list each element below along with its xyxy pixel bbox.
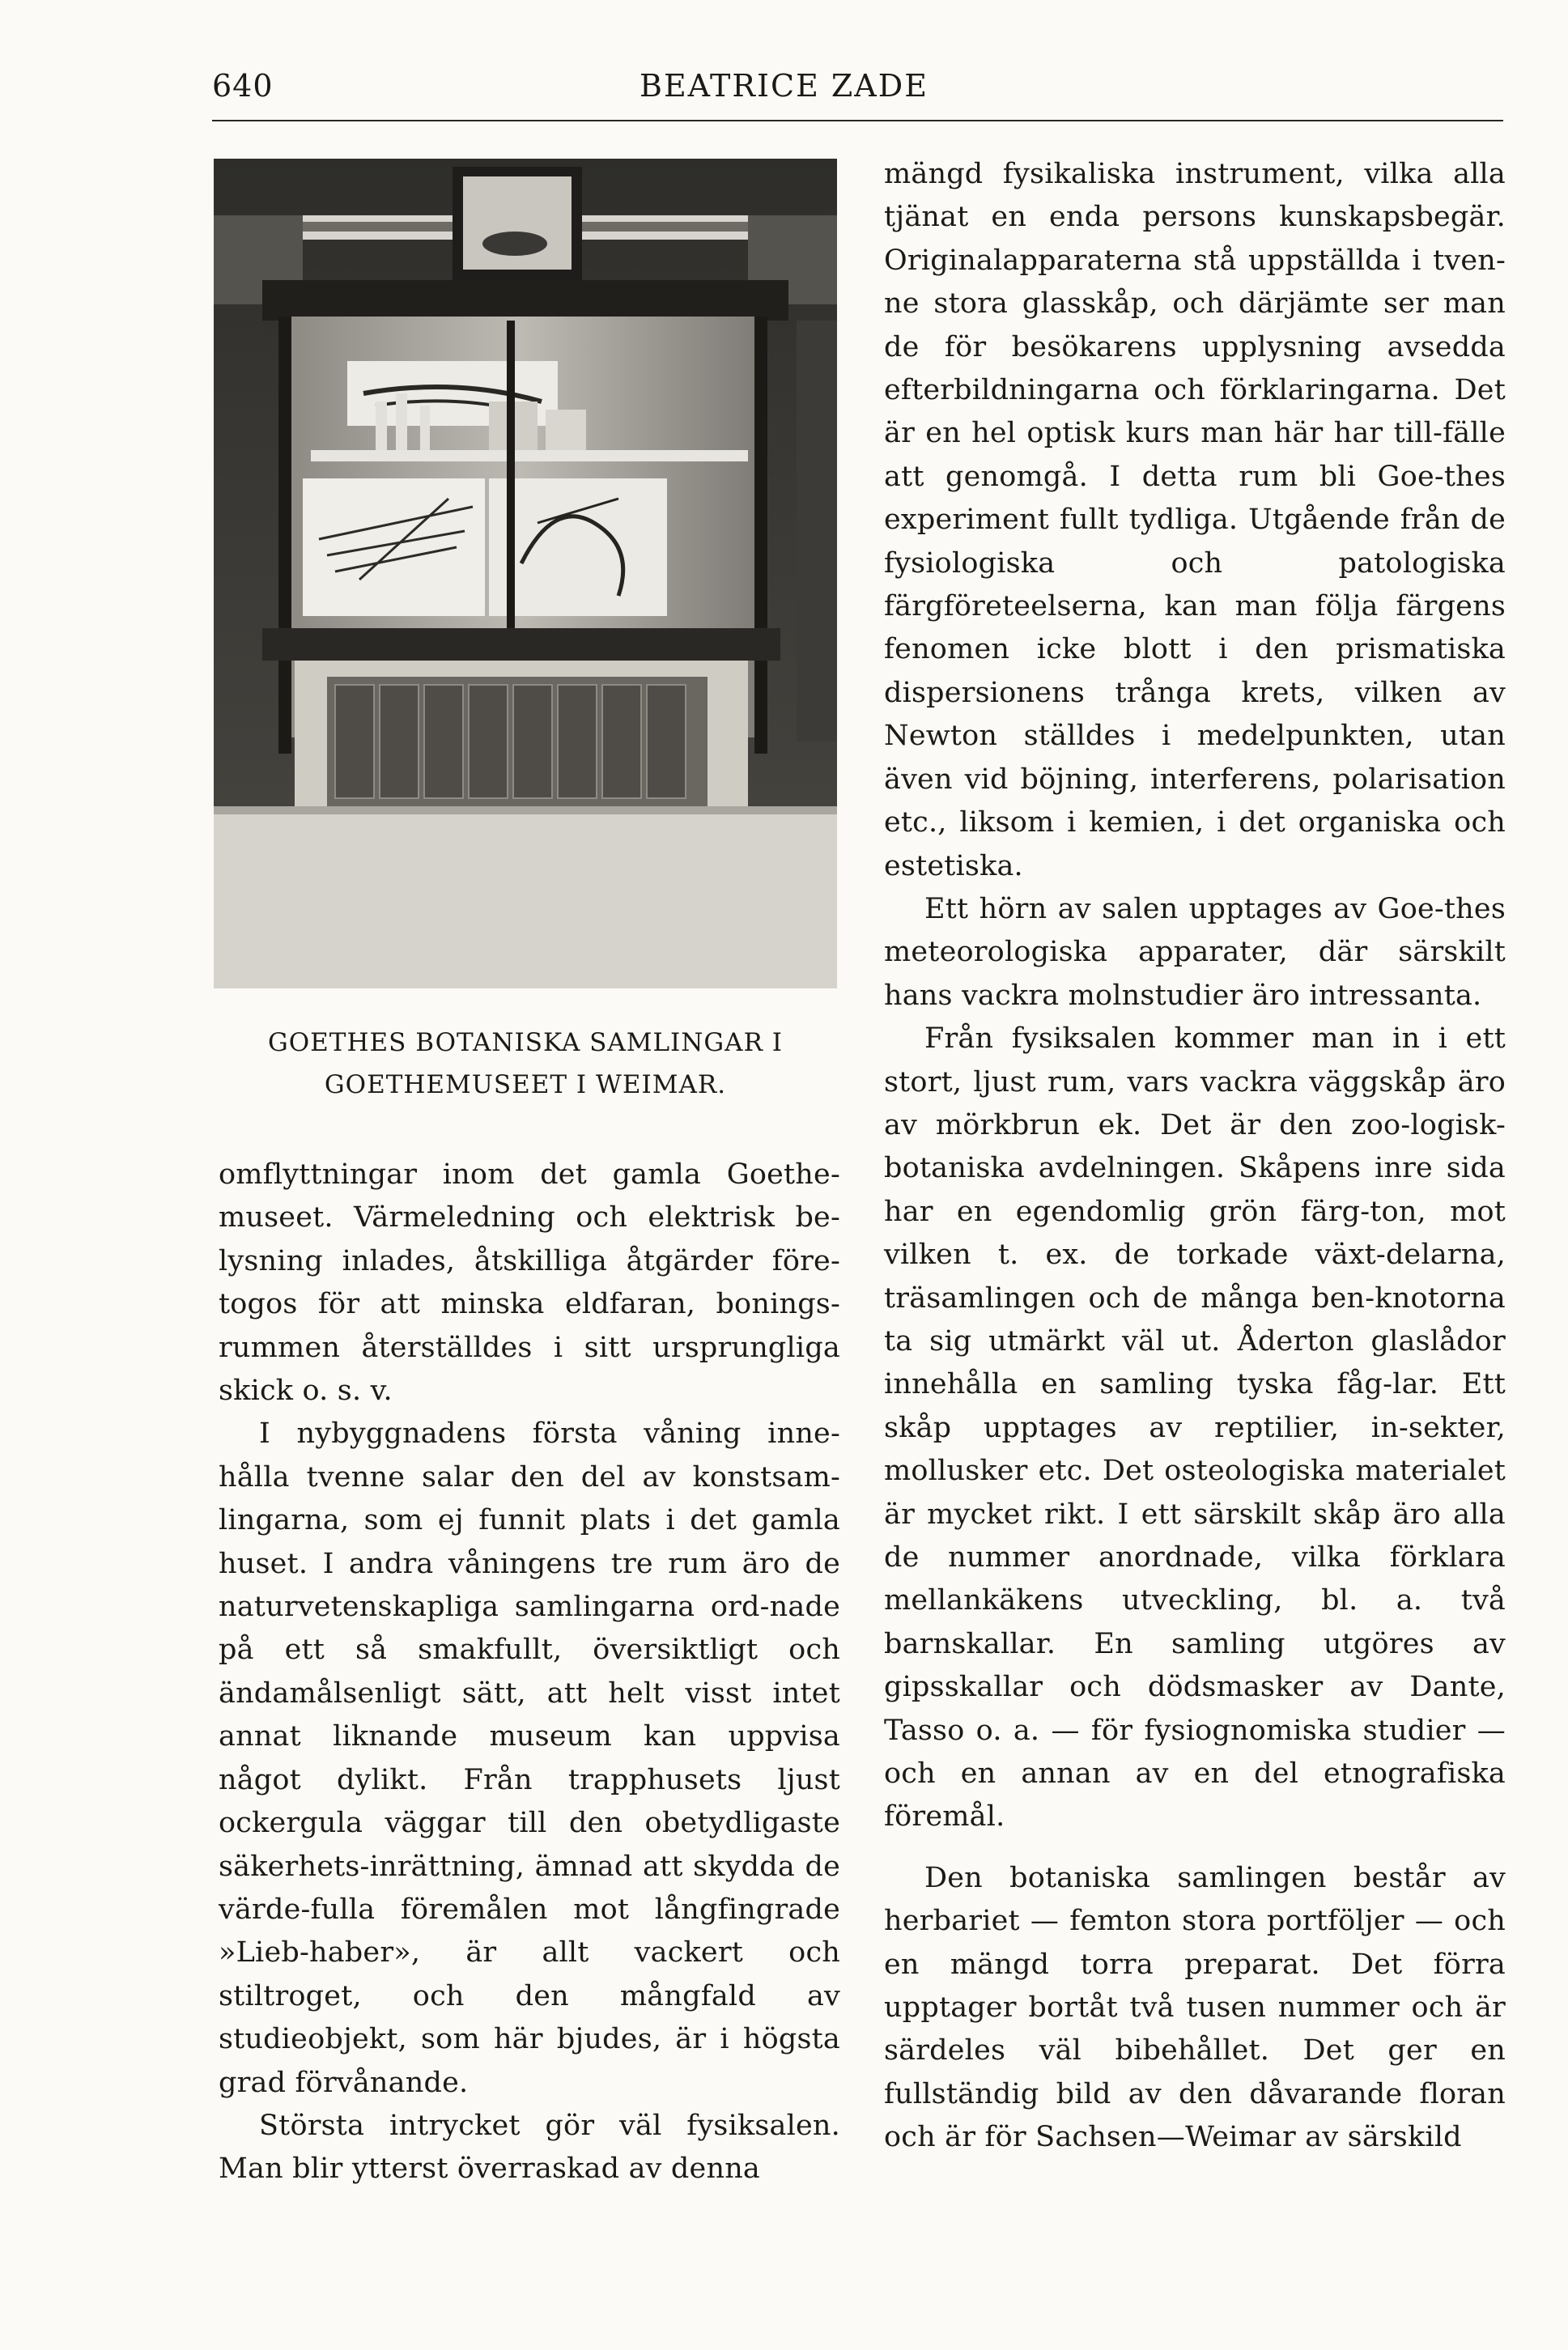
- page-number: 640: [212, 68, 274, 104]
- museum-cabinet-photo: [214, 159, 837, 988]
- paragraph: Den botaniska samlingen består av herbariet — femton stora portföljer — och en mängd torra preparat. Det förra upptager bortåt två tusen nummer och är särdeles väl bibehållet. Det ger en fullständig bild av den dåvarande floran och är för Sachsen—Weimar av särskild: [884, 1861, 1506, 2154]
- paragraph: I nybyggnadens första våning inne-hålla tvenne salar den del av konstsam-lingarna, som ej funnit plats i det gamla huset. I andra våningens tre rum äro de naturvetenskapliga samlingarna ord-nade på ett så smakfullt, översiktligt och ändamålsenligt sätt, att helt visst intet annat liknande museum kan uppvisa något dylikt. Från trapphusets ljust ockergula väggar till den obetydligaste säkerhets-inrättning, ämnad att skydda de värde-fulla föremålen mot långfingrade »Lieb-haber», är allt vackert och stiltroget, och den mångfald av studieobjekt, som här bjudes, är i högsta grad förvånande.: [219, 1417, 840, 2099]
- paragraph: Största intrycket gör väl fysiksalen. Man blir ytterst överraskad av denna: [219, 2109, 840, 2186]
- figure-caption: [214, 1022, 837, 1106]
- left-column: [219, 1154, 840, 2191]
- header-rule: [212, 120, 1503, 121]
- right-column: [884, 153, 1506, 2160]
- paragraph: Ett hörn av salen upptages av Goe-thes meteorologiska apparater, där särskilt hans vackra molnstudier äro intressanta.: [884, 892, 1506, 1012]
- caption-line-1: GOETHES BOTANISKA SAMLINGAR I: [267, 1028, 784, 1057]
- running-title: BEATRICE ZADE: [640, 68, 928, 104]
- paragraph: Från fysiksalen kommer man in i ett stort, ljust rum, vars vackra väggskåp äro av mörkbrun ek. Det är den zoo-logisk-botaniska avdelningen. Skåpens inre sida har en egendomlig grön färg-ton, mot vilken t. ex. de torkade växt-delarna, träsamlingen och de många ben-knotorna ta sig utmärkt väl ut. Åderton glaslådor innehålla en samling tyska fåg-lar. Ett skåp upptages av reptilier, in-sekter, mollusker etc. Det osteologiska materialet är mycket rikt. I ett särskilt skåp äro alla de nummer anordnade, vilka förklara mellankäkens utveckling, bl. a. två barnskallar. En samling utgöres av gipsskallar och dödsmasker av Dante, Tasso o. a. — för fysiognomiska studier — och en annan av en del etnografiska föremål.: [884, 1022, 1506, 1834]
- paragraph: omflyttningar inom det gamla Goethe-museet. Värmeledning och elektrisk be-lysning inlades, åtskilliga åtgärder före-togos för att minska eldfaran, bonings-rummen återställdes i sitt ursprungliga skick o. s. v.: [219, 1158, 840, 1408]
- paragraph: mängd fysikaliska instrument, vilka alla tjänat en enda persons kunskapsbegär. Originalapparaterna stå uppställda i tven-ne stora glasskåp, och därjämte ser man de för besökarens upplysning avsedda efterbildningarna och förklaringarna. Det är en hel optisk kurs man här har till-fälle att genomgå. I detta rum bli Goe-thes experiment fullt tydliga. Utgående från de fysiologiska och patologiska färgföreteelserna, kan man följa färgens fenomen icke blott i den prismatiska dispersionens trånga krets, vilken av Newton ställdes i medelpunkten, utan även vid böjning, interferens, polarisation etc., liksom i kemien, i det organiska och estetiska.: [884, 158, 1506, 882]
- caption-line-2: GOETHEMUSEET I WEIMAR.: [324, 1070, 727, 1099]
